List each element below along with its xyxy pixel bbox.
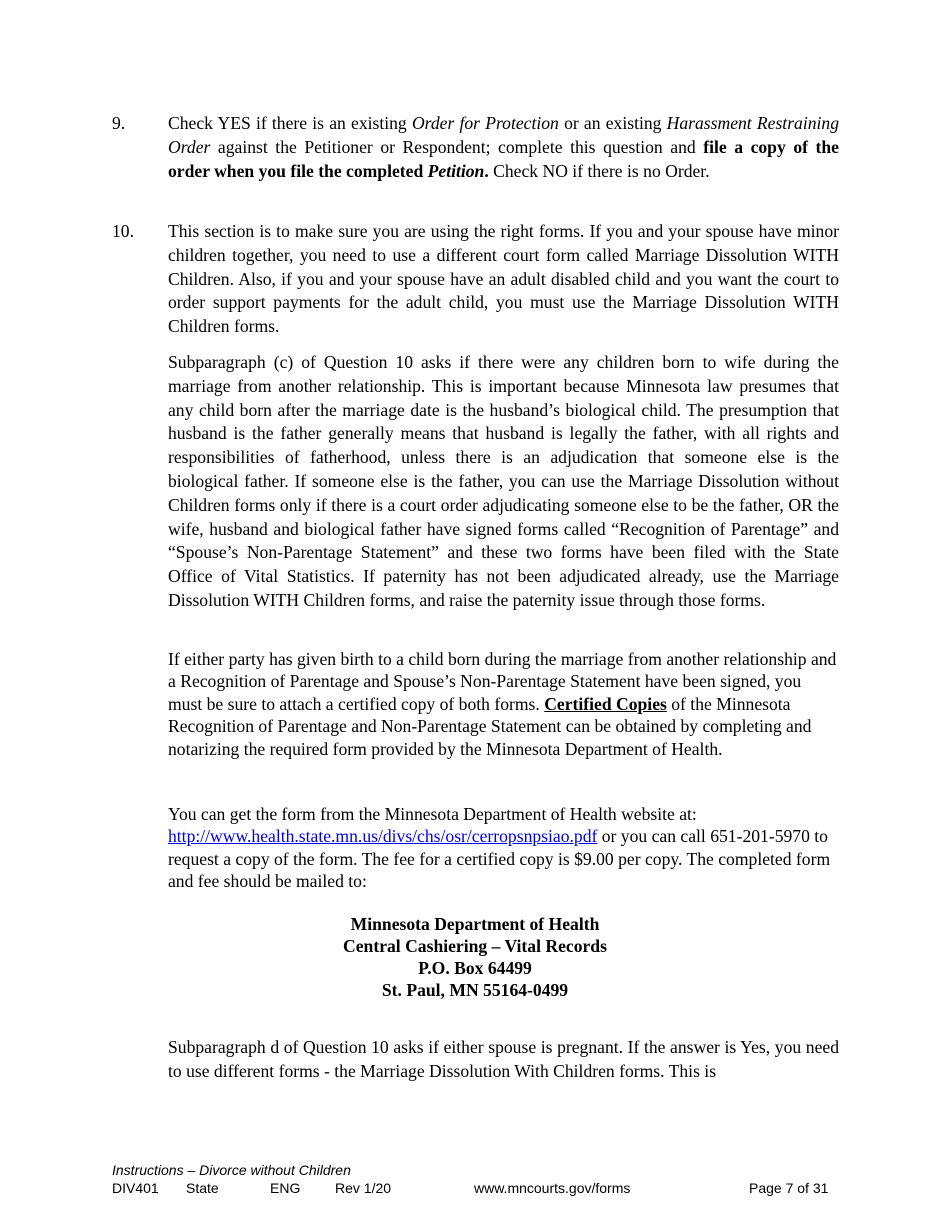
footer-info	[112, 1180, 842, 1198]
item-text	[168, 112, 839, 183]
address-line-2: Central Cashiering – Vital Records	[343, 936, 607, 956]
text-segment: Subparagraph d of Question 10 asks if either spouse is pregnant. If the answer is Yes, you need to use different forms - the Marriage Dissolution With Children forms. This is	[168, 1037, 839, 1081]
text-segment: of the Minnesota Recognition of Parentage and Non-Parentage Statement can be obtained by completing and notarizing the required form provided by the Minnesota Department of Health.	[168, 693, 812, 759]
text-segment: Petition	[427, 160, 485, 181]
text-segment: against the Petitioner or Respondent; complete this question and	[210, 136, 704, 157]
health-form-link[interactable]: http://www.health.state.mn.us/divs/chs/osr/cerropsnpsiao.pdf	[168, 826, 598, 847]
certified-copies-paragraph	[168, 648, 839, 760]
paternity-paragraph	[168, 351, 839, 613]
text-segment: Certified Copies	[544, 693, 667, 714]
text-segment: Subparagraph (c) of Question 10 asks if there were any children born to wife during the marriage from another relationship. This is important because Minnesota law presumes that any child born after the marriage date is the husband’s biological child. The presumption that husband is the father generally means that husband is legally the father, with all rights and responsibilities of fatherhood, unless there is an adjudication that someone else is the biological father. If someone else is the father, you can use the Marriage Dissolution without Children forms only if there is a court order adjudicating someone else to be the father, OR the wife, husband and biological father have signed forms called “Recognition of Parentage” and “Spouse’s Non-Parentage Statement” and these two forms have been filed with the State Office of Vital Statistics. If paternity has not been adjudicated already, use the Marriage Dissolution WITH Children forms, and raise the paternity issue through those forms.	[168, 352, 839, 610]
footer-language: ENG	[270, 1180, 301, 1196]
pregnancy-paragraph	[168, 1036, 839, 1084]
text-segment: Check YES if there is an existing	[168, 113, 412, 133]
text-segment: If either party has given birth to a child born during the marriage from another relationship and a Recognition of Parentage and Spouse’s Non-Parentage Statement have been signed, you must be sure to attach a certified copy of both forms.	[168, 649, 837, 714]
text-segment: You can get the form from the Minnesota Department of Health website at:	[168, 804, 697, 824]
footer-page-number: Page 7 of 31	[749, 1180, 829, 1196]
text-segment: or an existing	[558, 113, 667, 133]
text-segment: Order for Protection	[411, 113, 559, 133]
mailing-address	[168, 913, 782, 1001]
address-line-4: St. Paul, MN 55164-0499	[381, 980, 569, 1000]
footer-jurisdiction: State	[186, 1180, 219, 1196]
instruction-item-10	[112, 220, 839, 339]
footer-title: Instructions – Divorce without Children	[112, 1162, 351, 1178]
text-segment: Harassment Restraining Order	[168, 113, 840, 157]
form-request-paragraph	[168, 803, 839, 893]
text-segment: file a copy of the order when you file the completed	[168, 136, 839, 181]
text-segment: .	[484, 160, 489, 181]
address-line-1: Minnesota Department of Health	[350, 914, 600, 934]
item-text	[168, 220, 839, 339]
instruction-item-9	[112, 112, 839, 183]
address-line-3: P.O. Box 64499	[418, 958, 532, 978]
footer-website: www.mncourts.gov/forms	[474, 1180, 631, 1196]
text-segment: This section is to make sure you are using the right forms. If you and your spouse have minor children together, you need to use a different court form called Marriage Dissolution WITH Children. Also, if you and your spouse have an adult disabled child and you want the court to order support payments for the adult child, you must use the Marriage Dissolution WITH Children forms.	[168, 221, 839, 337]
footer-form-code: DIV401	[112, 1180, 159, 1196]
item-number: 10.	[112, 221, 134, 241]
text-segment: or you can call 651-201-5970 to request a copy of the form. The fee for a certified copy is $9.00 per copy. The completed form and fee should be mailed to:	[168, 826, 831, 892]
item-number: 9.	[112, 113, 126, 133]
footer-revision: Rev 1/20	[335, 1180, 392, 1196]
text-segment: Check NO if there is no Order.	[488, 160, 710, 181]
